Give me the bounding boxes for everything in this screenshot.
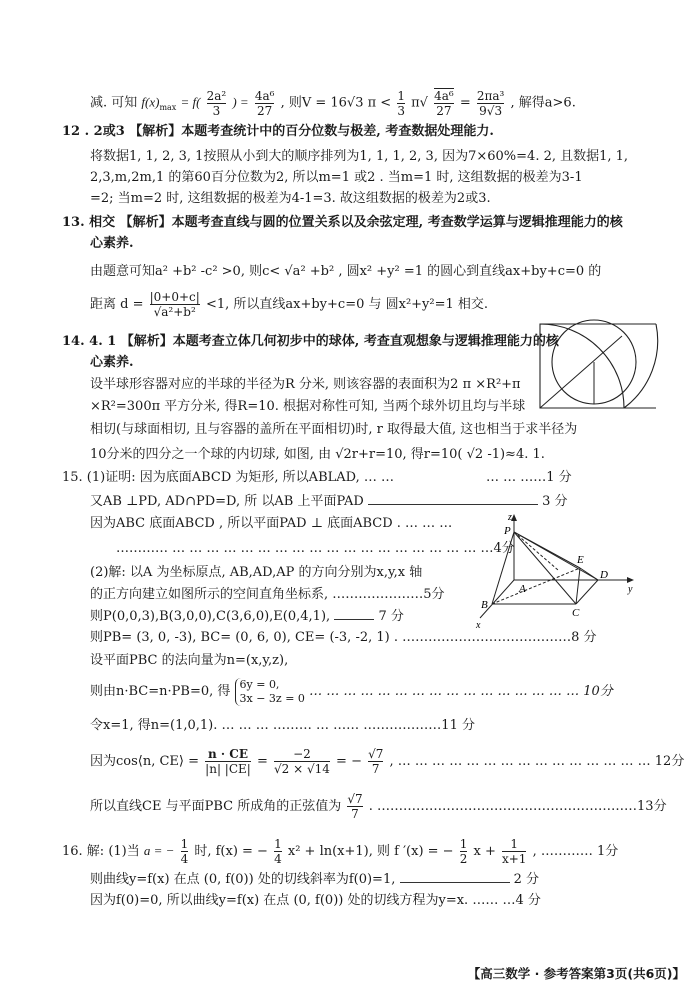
blank-line [400, 870, 510, 883]
blank-line [368, 492, 538, 505]
label-z: z [508, 512, 512, 523]
p15-line-9: 设平面PBC 的法向量为n=(x,y,z), [90, 653, 289, 668]
denominator: 4 [180, 852, 189, 866]
label-P: P [504, 525, 511, 537]
fraction [205, 747, 251, 776]
numerator: √7 [368, 747, 384, 761]
p15-line-1-dots: … … ……1 分 [486, 470, 572, 485]
text: x + [473, 844, 496, 859]
text: 时, f(x) = − [194, 844, 268, 859]
text: = f( [180, 94, 201, 110]
text: max [159, 103, 177, 113]
p12-heading: 12 . 2或3 【解析】本题考查统计中的百分位数与极差, 考查数据处理能力. [62, 124, 494, 139]
numerator: 4a⁶ [254, 88, 275, 103]
text: 则P(0,0,3),B(3,0,0),C(3,6,0),E(0,4,1), [90, 609, 331, 624]
label-x: x [476, 620, 481, 630]
text: = [459, 95, 471, 111]
text: 减. 可知 [90, 95, 138, 111]
p15-line-4: ………… … … … … … … … … … … … … … … … … … … …4分 [116, 541, 515, 556]
text: , 则V = 16√3 π < [280, 95, 392, 111]
fraction [255, 89, 275, 118]
denominator: |n| |CE| [205, 762, 251, 776]
blank-line [334, 607, 374, 620]
fraction [181, 837, 189, 866]
p15-line-8: 则PB= (3, 0, -3), BC= (0, 6, 0), CE= (-3, -2, 1) . …………………………………8 分 [90, 630, 597, 645]
text: 又AB ⊥PD, AD∩PD=D, 所 以AB 上平面PAD [90, 494, 364, 509]
numerator: 1 [397, 88, 405, 103]
score: 3 分 [542, 494, 568, 509]
p12-line-3: =2; 当m=2 时, 这组数据的极差为4-1=3. 故这组数据的极差为2或3. [90, 191, 491, 206]
fraction [477, 89, 505, 118]
numerator: 1 [180, 837, 189, 851]
fraction [502, 837, 526, 866]
fraction [347, 792, 362, 821]
p15-line-3: 因为ABC 底面ABCD , 所以平面PAD ⊥ 底面ABCD . … … … [90, 516, 453, 531]
equation: 6y = 0, [239, 677, 280, 691]
text: . ……………………………………………………13分 [368, 799, 667, 814]
fraction [207, 89, 227, 118]
numerator: 1 [510, 837, 519, 851]
label-B: B [481, 599, 488, 611]
p15-line-1: 15. (1)证明: 因为底面ABCD 为矩形, 所以ABLAD, … … [62, 470, 395, 485]
denominator: 27 [434, 103, 454, 118]
text: x² + ln(x+1), 则 f ′(x) = − [287, 844, 454, 859]
denominator: 2 [459, 852, 468, 866]
text: … … … … … … … … … … … … … … … … 10分 [309, 684, 613, 699]
label-y: y [628, 584, 633, 595]
denominator: 7 [368, 761, 383, 776]
text: 16. 解: (1)当 [62, 844, 140, 859]
text: = [256, 754, 268, 769]
p13-line-2 [90, 290, 488, 319]
text: , … … … … … … … … … … … … … … … 12分 [389, 754, 685, 769]
denominator: 4 [274, 852, 282, 866]
text: 所以直线CE 与平面PBC 所成角的正弦值为 [90, 799, 342, 814]
p16-line-3: 因为f(0)=0, 所以曲线y=f(x) 在点 (0, f(0)) 处的切线方程为y=x. …… …4 分 [90, 893, 541, 908]
numerator: 1 [459, 837, 468, 851]
text: 距离 d = [90, 297, 144, 312]
label-A: A [519, 583, 526, 595]
fraction [150, 290, 200, 319]
numerator: n · CE [208, 747, 248, 761]
fraction [274, 747, 330, 776]
p12-line-1: 将数据1, 1, 2, 3, 1按照从小到大的顺序排列为1, 1, 1, 2, 3, 因为7×60%=4. 2, 且数据1, 1, [90, 149, 629, 164]
p15-line-7 [90, 607, 404, 626]
p16-line-2 [90, 870, 539, 889]
denominator: 3 [397, 103, 405, 118]
label-E: E [577, 554, 584, 566]
p14-line-1: 设半球形容器对应的半球的半径为R 分米, 则该容器的表面积为2 π ×R²+π [90, 377, 521, 392]
text: a = − [143, 843, 175, 858]
p12-line-2: 2,3,m,2m,1 的第60百分位数为2, 所以m=1 或2 . 当m=1 时, 这组数据的极差为3-1 [90, 170, 583, 185]
numerator: 1 [274, 837, 282, 851]
p13-line-1: 由题意可知a² +b² -c² >0, 则c< √a² +b² , 圆x² +y² =1 的圆心到直线ax+by+c=0 的 [90, 264, 602, 279]
fraction [397, 89, 405, 118]
label-C: C [572, 607, 580, 619]
text: , ………… 1分 [532, 844, 619, 859]
p14-line-3: 相切(与球面相切, 且与容器的盖所在平面相切)时, r 取得最大值, 这也相当于求半径为 [90, 422, 578, 437]
text: 因为cos⟨n, CE⟩ = [90, 754, 200, 769]
p15-line-2 [90, 492, 568, 511]
denominator: 27 [255, 103, 275, 118]
text: <1, 所以直线ax+by+c=0 与 圆x²+y²=1 相交. [205, 297, 489, 312]
denominator: √2 × √14 [274, 762, 330, 776]
text: 则曲线y=f(x) 在点 (0, f(0)) 处的切线斜率为f(0)=1, [90, 872, 396, 887]
p14-figure [534, 316, 664, 416]
numerator: 2a² [206, 88, 227, 103]
text: π√ [411, 95, 428, 111]
p16-line-1 [62, 836, 618, 867]
p15-line-10 [90, 676, 613, 708]
p11-line [90, 88, 576, 120]
equation: 3x − 3z = 0 [239, 691, 305, 705]
p14-line-4: 10分米的四分之一个球的内切球, 如图, 由 √2r+r=10, 得r=10( √2 -1)≈4. 1. [90, 447, 545, 462]
numerator: −2 [293, 747, 311, 761]
fraction [368, 747, 383, 776]
label-D: D [600, 569, 608, 581]
equation-system [235, 678, 305, 706]
fraction [434, 88, 454, 118]
text: , 解得a>6. [510, 95, 576, 111]
p15-line-12 [90, 744, 684, 780]
numerator: |0+0+c| [149, 290, 200, 304]
p15-line-11: 令x=1, 得n=(1,0,1). … … … ……… … …… ………………11 分 [90, 718, 475, 733]
denominator: 3 [207, 103, 227, 118]
p15-line-6: 的正方向建立如图所示的空间直角坐标系, …………………5分 [90, 587, 445, 602]
numerator: 4a⁶ [434, 89, 454, 103]
text: 则由n·BC=n·PB=0, 得 [90, 684, 231, 699]
p14-heading-2: 心素养. [90, 355, 134, 370]
denominator: 9√3 [477, 103, 505, 118]
p14-heading-1: 14. 4. 1 【解析】本题考查立体几何初步中的球体, 考查直观想象与逻辑推理能力的核 [62, 334, 559, 349]
p13-heading-2: 心素养. [90, 236, 134, 251]
fraction [460, 837, 468, 866]
text: f(x) [141, 94, 160, 110]
text: = − [336, 754, 362, 769]
score: 2 分 [513, 872, 540, 887]
score: 7 分 [378, 609, 404, 624]
numerator: √7 [347, 792, 363, 806]
p13-heading-1: 13. 相交 【解析】本题考查直线与圆的位置关系以及余弦定理, 考查数学运算与逻辑推理能力的核 [62, 215, 623, 230]
fraction [274, 837, 282, 866]
numerator: 2πa³ [476, 88, 505, 103]
p15-line-13 [90, 792, 667, 822]
p15-figure [470, 510, 640, 630]
denominator: x+1 [501, 852, 527, 866]
p15-line-5: (2)解: 以A 为坐标原点, AB,AD,AP 的方向分别为x,y,x 轴 [90, 565, 423, 580]
text: ) = [232, 94, 249, 110]
denominator: √a²+b² [150, 304, 200, 319]
p14-line-2: ×R²=300π 平方分米, 得R=10. 根据对称性可知, 当两个球外切且均与半球 [90, 399, 526, 414]
denominator: 7 [347, 806, 362, 821]
page-footer: 【高三数学 · 参考答案第3页(共6页)】 [467, 966, 685, 981]
